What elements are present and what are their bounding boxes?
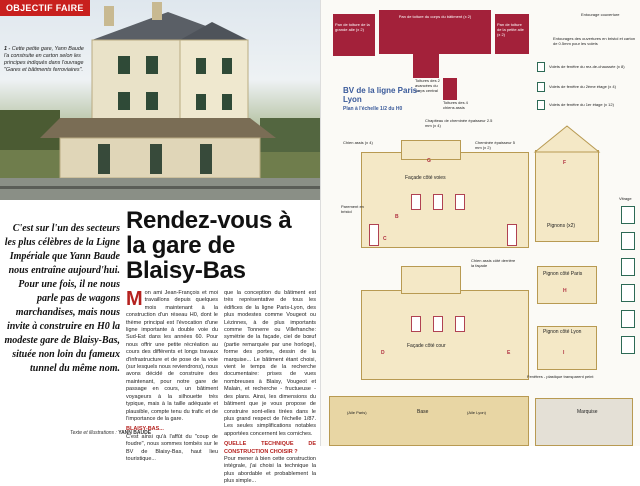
vitrage-2 [621,232,635,250]
letter-g: G [427,158,431,164]
roof-main-label: Pan de toiture du corps du bâtiment (x 2) [398,14,472,19]
station-photo [0,0,320,200]
facade-voies-drawing [361,152,529,248]
vitrage-label: Vitrage [619,196,632,201]
roof-left-wing [333,14,375,56]
left-page [0,0,320,485]
volets-rdc-label: Volets de fenêtre du rez-de-chaussée (x 8) [549,64,625,69]
credit-label: Texte et illustrations : [70,430,117,436]
entourage-label: Entourages des ouvertures en bristol et carton de 0.5mm pour les volets [553,36,636,46]
photo-caption [4,46,90,74]
volets-2e-label: Volets de fenêtre du 2ème étage (x 4) [549,84,616,89]
body-paragraph-2b: Pour mener à bien cette construction intégrale, j'ai choisi la technique la plus abordable et probablement la plus simple... [224,455,316,485]
letter-d: D [381,350,385,356]
base-drawing [329,396,529,446]
pignon-paris-label: Pignon côté Paris [543,271,583,277]
right-page [320,0,640,446]
plan-subtitle: Plan à l'échelle 1/2 du H0 [343,106,403,112]
vitrage-5 [621,310,635,328]
facade-voies-window-1 [411,194,421,210]
vitrage-6 [621,336,635,354]
vitrage-4 [621,284,635,302]
facade-cour-drawing [361,290,529,380]
cheminee-label: Cheminée épaisseur 5 mm (x 2) [475,140,516,150]
facade-voies-door-2 [507,224,517,246]
facade-voies-door-1 [369,224,379,246]
roof-avancees-label: Toitures des 2 avancées du corps central [415,78,440,93]
credit-line [70,430,151,436]
article-intro: C'est sur l'un des secteurs les plus célèbres de la Ligne Impériale que Yann Baude nous entraîne aujourd'hui. Pour une fois, il ne nous parle pas de wagons marchandises, mais nous invite à construire en H0 la modeste gare de Blaisy-Bas, située non loin du fameux tunnel du même nom. [4,223,120,374]
letter-b: B [395,214,399,220]
facade-cour-label: Façade côté cour [407,343,446,349]
parement-label: Parement en bristol [341,204,364,214]
roof-right-label: Pan de toiture de la petite aile (x 2) [497,22,524,37]
facade-voies-label: Façade côté voies [405,175,446,181]
pignon-lyon-label: Pignon côté Lyon [543,329,582,335]
letter-e: E [507,350,511,356]
roof-chiens-label: Toitures des 4 chiens assis [443,100,468,110]
article-headline: Rendez-vous à la gare de Blaisy-Bas [126,207,292,284]
credit-name: YANN BAUDE [118,430,152,436]
vitrage-3 [621,258,635,276]
body-paragraph-1: on ami Jean-François et moi travaillons depuis quelques mois maintenant à la construction d'un réseau H0, dont le thème principal est l'évocation d'une ligne importante à double voie du Sud-Est dans les années 60. Pour nous offrir une petite récréation au cours des différents et longs travaux d'infrastructure et de pose de la voie (sur lesquels nous reviendrons), nous avons décidé de construire des maintenant, pour notre gare de passage en cours, un bâtiment voyageurs à la silhouette très typique, mais à la taille adéquate et plausible, compte tenu du trafic et de l'importance de la gare. [126,290,218,422]
letter-c: C [383,236,387,242]
letter-h: H [563,288,567,294]
roof-left-label: Pan de toiture de la grande aile (x 2) [335,22,370,32]
base-label: Base [417,409,429,415]
drop-cap: M [126,288,143,310]
chien-assis-label: Chien assis (x 4) [343,140,373,145]
letter-i: I [563,350,565,356]
station-illustration [0,0,320,200]
plan-title: BV de la ligne Paris-Lyon [343,86,420,104]
letter-f: F [563,160,567,166]
aile-lyon-label: (Aile Lyon) [467,410,486,415]
shutter-sample-3 [537,100,545,110]
marquise-label: Marquise [577,409,598,415]
facade-cour-window-1 [411,316,421,332]
facade-cour-central [401,266,461,294]
body-paragraph-1b: C'est ainsi qu'à l'affût du "coup de foudre", nous sommes tombés sur le BV de Blaisy-Bas, haut lieu touristique... [126,433,218,462]
photo-caption-number: 1 - [4,46,11,52]
facade-voies-window-2 [433,194,443,210]
chapiteau-label: Chapiteau de cheminée épaisseur 2.5 mm (x 4) [425,118,493,128]
facade-voies-central [401,140,461,160]
chien-assis-voies-label: Chien assis côté derrière la façade [471,258,516,268]
shutter-sample-1 [537,62,545,72]
facade-cour-window-2 [433,316,443,332]
marquise-drawing [535,398,633,446]
shutter-sample-2 [537,82,545,92]
subhead-blaisy: BLAISY-BAS... [126,426,164,433]
aile-paris-label: (Aile Paris) [347,410,367,415]
body-column-1 [126,290,218,463]
volets-1er-label: Volets de fenêtre du 1er étage (x 12) [549,102,614,107]
pignons-label: Pignons (x2) [547,223,576,229]
fenetre-label: Fenêtres - plastique transparent peint [527,374,594,379]
pignons-gable [535,124,599,154]
facade-cour-window-3 [455,316,465,332]
photo-caption-text: Cette petite gare, Yann Baude l'a construite en carton selon les principes indiqués dans l'ouvrage "Gares et bâtiments ferroviaires". [4,46,84,73]
body-paragraph-2: que la conception du bâtiment est très représentative de tous les édifices de la ligne Paris-Lyon, des plus modestes comme Vougeot ou Lézinnes, à de plus importants comme Tonnerre ou Villefranche: symétrie de la façade, ciel de bœuf (partie remarquée par une horloge), forme des portes, dessin de la marquise... Le bâtiment étant choisi, vient le temps de la recherche documentaire: prises de vues nombreuses à Blaisy, Vougeot et Malain, et recherche - fructueuse - des plans. Ainsi, les dimensions du bâtiment que je vous propose de construire sont-elles tirées dans le plus grand respect de l'échelle 1/87. Les seules simplifications notables apportées concernent les corniches. [224,290,316,437]
section-tag: OBJECTIF FAIRE [0,0,90,16]
roof-dormer-1 [413,50,439,78]
body-column-2 [224,290,316,486]
couverture-label: Entourage couverture [581,12,620,17]
subhead-technique: QUELLE TECHNIQUE DE CONSTRUCTION CHOISIR ? [224,441,316,455]
facade-voies-window-3 [455,194,465,210]
vitrage-1 [621,206,635,224]
